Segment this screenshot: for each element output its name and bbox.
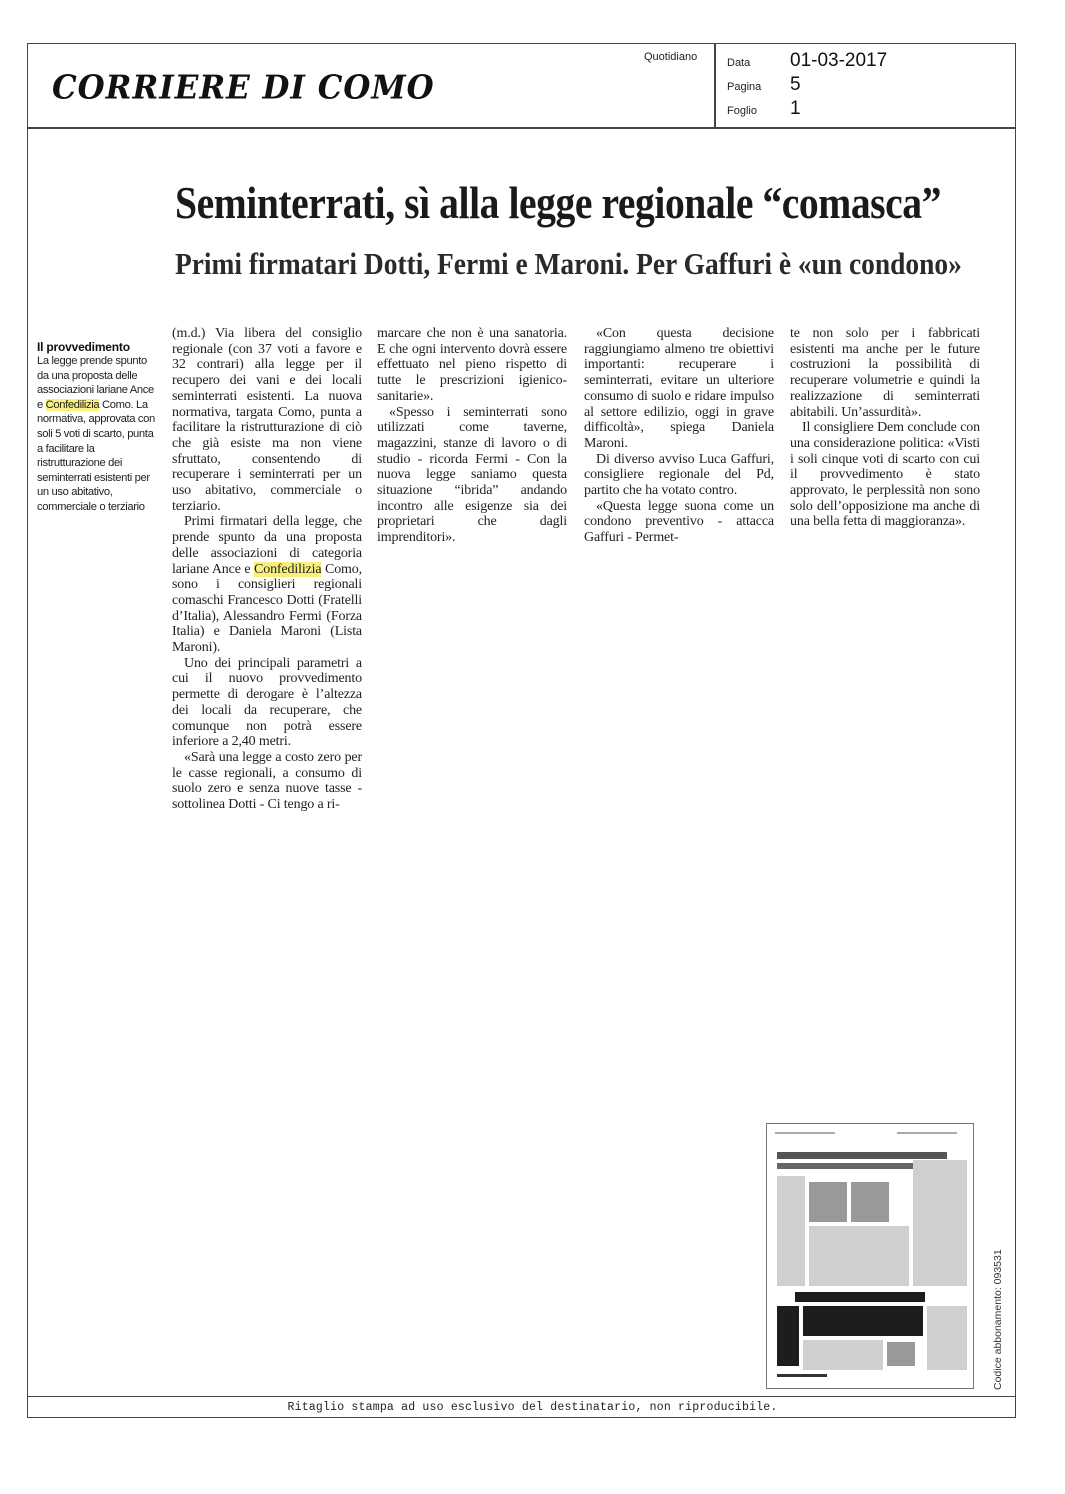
paragraph: «Sarà una legge a costo zero per le casse regionali, a consumo di suolo zero e senza nuove tasse - sottolinea Dotti - Ci tengo a ri- [172, 749, 362, 813]
pagina-label: Pagina [727, 81, 762, 93]
paragraph: «Con questa decisione raggiungiamo almeno tre obiettivi importanti: recuperare i seminterrati, evitare un ulteriore consumo di suolo e ridare impulso al settore edilizio, oggi in grave difficoltà», spiega Daniela Maroni. [584, 326, 774, 451]
thumb-rule [897, 1132, 957, 1134]
thumb-photo [809, 1182, 847, 1222]
paragraph: marcare che non è una sanatoria. E che ogni intervento dovrà essere effettuato nel pieno rispetto di tutte le prescrizioni igienico-sanitarie». [377, 326, 567, 404]
subscription-code: Codice abbonamento: 093531 [992, 1249, 1004, 1390]
footer-disclaimer: Ritaglio stampa ad uso esclusivo del destinatario, non riproducibile. [287, 1401, 778, 1414]
paragraph: Uno dei principali parametri a cui il nuovo provvedimento permette di derogare è l’altezza dei locali da recuperare, che comunque non potrà essere inferiore a 2,40 metri. [172, 655, 362, 750]
data-label: Data [727, 57, 751, 69]
thumb-text-block [927, 1306, 967, 1370]
article-column-3 [584, 326, 774, 546]
meta-row-pagina [727, 74, 801, 96]
foglio-label: Foglio [727, 105, 757, 117]
article-headline: Seminterrati, sì alla legge regionale “comasca” [175, 178, 942, 228]
thumb-text-block [809, 1226, 909, 1286]
thumb-headline [777, 1152, 947, 1159]
thumb-photo [887, 1342, 915, 1366]
thumb-rule [775, 1132, 835, 1134]
page-thumbnail [766, 1123, 974, 1389]
article-column-4 [790, 326, 980, 530]
periodicity-label: Quotidiano [644, 51, 698, 63]
data-value: 01-03-2017 [790, 50, 888, 71]
thumb-rule [777, 1374, 827, 1377]
article-subhead: Primi firmatari Dotti, Fermi e Maroni. Per Gaffuri è «un condono» [175, 246, 962, 281]
newspaper-masthead: CORRIERE DI COMO [52, 69, 435, 107]
article-column-1 [172, 326, 362, 813]
thumb-text-block [777, 1176, 805, 1286]
paragraph: (m.d.) Via libera del consiglio regionale (con 37 voti a favore e 32 contrari) alla legge per il recupero dei vani e dei locali seminterrati esistenti. La nuova normativa, targata Como, punta a facilitare la ristrutturazione di ciò che già esiste ma non viene sfruttato, consentendo di recuperare i seminterrati per un uso abitativo, commerciale o terziario. [172, 326, 362, 514]
meta-row-foglio [727, 98, 801, 120]
paragraph: «Spesso i seminterrati sono utilizzati come taverne, magazzini, stanze di lavoro o di studio - ricorda Fermi - Con la nuova legge saniamo questa situazione “ibrida” andando incontro alle esigenze sia dei proprietari che dagli imprenditori». [377, 404, 567, 546]
paragraph: «Questa legge suona come un condono preventivo - attacca Gaffuri - Permet- [584, 498, 774, 546]
paragraph: Di diverso avviso Luca Gaffuri, consigliere regionale del Pd, partito che ha votato contro. [584, 451, 774, 499]
meta-row-data [727, 50, 887, 72]
thumb-headline [777, 1163, 917, 1169]
foglio-value: 1 [790, 98, 801, 119]
thumb-text-block [803, 1340, 883, 1370]
sidebar-text-b: Como. La normativa, approvata con soli 5 voti di scarto, punta a facilitare la ristrutturazione dei seminterrati esistenti per un uso abitativo, commerciale o terziario [37, 398, 155, 513]
paragraph-text: Como, sono i consiglieri regionali comaschi Francesco Dotti (Fratelli d’Italia), Alessandro Fermi (Forza Italia) e Daniela Maroni (Lista Maroni). [172, 561, 362, 656]
article-column-2 [377, 326, 567, 546]
paragraph-text: Primi firmatari della legge, che prende spunto da una proposta delle associazioni di categoria lariane Ance e [172, 514, 362, 577]
paragraph: Il consigliere Dem conclude con una considerazione politica: «Visti i soli cinque voti di scarto con cui il provvedimento è stato approvato, le perplessità non sono solo dell’opposizione ma anche di una bella fetta di maggioranza». [790, 420, 980, 530]
sidebar-highlight: Confedilizia [45, 398, 100, 411]
thumb-dark-block [803, 1306, 923, 1336]
thumb-text-block [913, 1160, 967, 1286]
sidebar-text-a: La legge prende spunto da una proposta delle associazioni lariane Ance e [37, 355, 154, 411]
sidebar-text [37, 354, 155, 515]
paragraph [172, 514, 362, 655]
paragraph: te non solo per i fabbricati esistenti ma anche per le future costruzioni la possibilità di recuperare volumetrie e quindi la realizzazione di seminterrati abitabili. Un’assurdità». [790, 326, 980, 420]
thumb-banner [795, 1292, 925, 1302]
thumb-dark-block [777, 1306, 799, 1366]
pagina-value: 5 [790, 74, 801, 95]
sidebar-title: Il provvedimento [37, 340, 130, 354]
highlighted-word: Confedilizia [254, 561, 322, 577]
thumb-photo [851, 1182, 889, 1222]
